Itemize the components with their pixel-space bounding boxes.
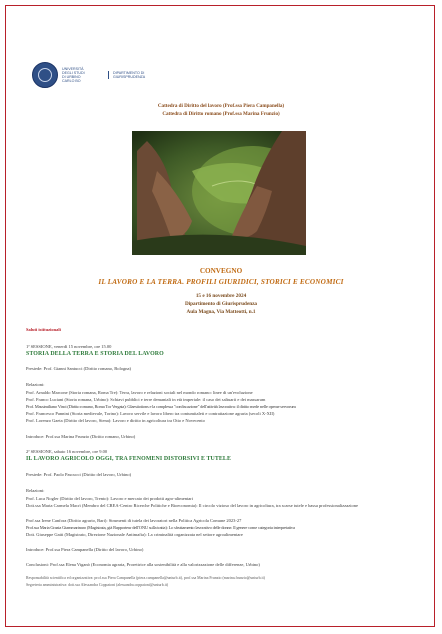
session2-talk: Dott.ssa Maria Carmela Macrì (Membro del CREA-Centro Ricerche Politiche e Bioeconomia): Il circolo vizioso del lavoro in agricoltura, tra scarse tutele e bassa professionalizzazione <box>26 503 359 508</box>
session1-talk: Prof. Franco Luciani (Storia romana, Urbino): Schiavi pubblici e terre demaniali in età imperiale: il caso dei saltuarii e dei massarum <box>26 397 266 402</box>
convegno-room: Aula Magna, Via Matteotti, n.1 <box>186 309 256 315</box>
department-name: DIPARTIMENTO DI GIURISPRUDENZA <box>108 71 161 79</box>
session2-talk: Dott. Giuseppe Gatti (Magistrato, Direzione Nazionale Antimafia): La criminalità organizzata nel settore agroalimentare <box>26 532 243 537</box>
session2-talk: Prof.ssa Maria Grazia Giammarinaro (Magistrata, già Rapporteur dell'ONU sulla tratta): Lo sfruttamento lavorativo delle donne. Il genere come categoria interpretativa <box>26 525 295 530</box>
session2-intro: Introduce: Prof.ssa Piera Campanella (Diritto del lavoro, Urbino) <box>26 547 144 552</box>
session2-title: IL LAVORO AGRICOLO OGGI, TRA FENOMENI DISTORSIVI E TUTELE <box>26 456 231 462</box>
session1-relazioni-label: Relazioni: <box>26 382 45 387</box>
conclusioni: Conclusioni: Prof.ssa Elena Viganò (Economia agraria, Prorettrice alla sostenibilità e alla valorizzazione delle differenze, Urbino) <box>26 562 260 567</box>
session2-when: 2ª SESSIONE, sabato 16 novembre, ore 9.00 <box>26 449 108 454</box>
session2-relazioni-label: Relazioni: <box>26 488 45 493</box>
convegno-label: CONVEGNO <box>199 267 243 275</box>
hands-with-plant-photo <box>132 131 306 255</box>
university-logo <box>32 62 161 88</box>
session2-talk: Prof.ssa Irene Canfora (Diritto agrario, Bari): Strumenti di tutela dei lavoratori nella Politica Agricola Comune 2023-27 <box>26 518 242 523</box>
chair-line-2: Cattedra di Diritto romano (Prof.ssa Marina Frunzio) <box>162 111 280 117</box>
session1-title: STORIA DELLA TERRA E STORIA DEL LAVORO <box>26 351 164 357</box>
university-name: UNIVERSITÀ DEGLI STUDI DI URBINO CARLO BO <box>62 66 85 84</box>
convegno-dates: 15 e 16 novembre 2024 <box>195 293 247 299</box>
session1-intro: Introduce: Prof.ssa Marina Frunzio (Diritto romano, Urbino) <box>26 434 136 439</box>
session1-talk: Prof. Massimiliano Vinci (Diritto romano, Roma Tor Vergata): Glaestiotions e la complessa "confiscazione" dell'attività lavorativa: il diritto mede nelle operae servorum <box>26 404 296 409</box>
university-seal-icon <box>32 62 58 88</box>
convegno-place: Dipartimento di Giurisprudenza <box>184 301 258 307</box>
convegno-title: IL LAVORO E LA TERRA. PROFILI GIURIDICI, STORICI E ECONOMICI <box>98 278 344 286</box>
chair-line-1: Cattedra di Diritto del lavoro (Prof.ssa Piera Campanella) <box>157 103 285 109</box>
session1-talk: Prof. Arnaldo Marcone (Storia romana, Roma Tre): Terra, lavoro e relazioni sociali nel mondo romano: linee di un'evoluzione <box>26 390 253 395</box>
session1-talk: Prof. Lorenzo Gaeta (Diritto del lavoro, Siena): Lavoro e diritto in agricoltura tra Otto e Novecento <box>26 418 205 423</box>
session2-chair: Presiede: Prof. Paolo Pascucci (Diritto del lavoro, Urbino) <box>26 472 132 477</box>
session2-talk: Prof. Luca Nogler (Diritto del lavoro, Trento): Lavoro e mercato dei prodotti agro-alimentari <box>26 496 193 501</box>
footer-responsabili: Responsabilità scientifica ed organizzativa: prof.ssa Piera Campanella (piera.campanella@uniurb.it), prof.ssa Marina Frunzio (marina.frunzio@uniurb.it) <box>26 576 265 580</box>
footer-segreteria: Segreteria amministrativa: dott.ssa Alessandra Coppaioni (alessandra.coppaioni@uniurb.it) <box>26 583 169 587</box>
session1-chair: Presiede: Prof. Gianni Santucci (Diritto romano, Bologna) <box>26 366 131 371</box>
session1-when: 1ª SESSIONE, venerdì 15 novembre, ore 15.00 <box>26 344 112 349</box>
session1-talk: Prof. Francesco Pannini (Storia medievale, Torino): Lavoro servile e lavoro libero tra contumitaleti e contrattazione agraria (secoli X-XII) <box>26 411 275 416</box>
saluti-istituzionali: Saluti istituzionali <box>26 327 61 332</box>
